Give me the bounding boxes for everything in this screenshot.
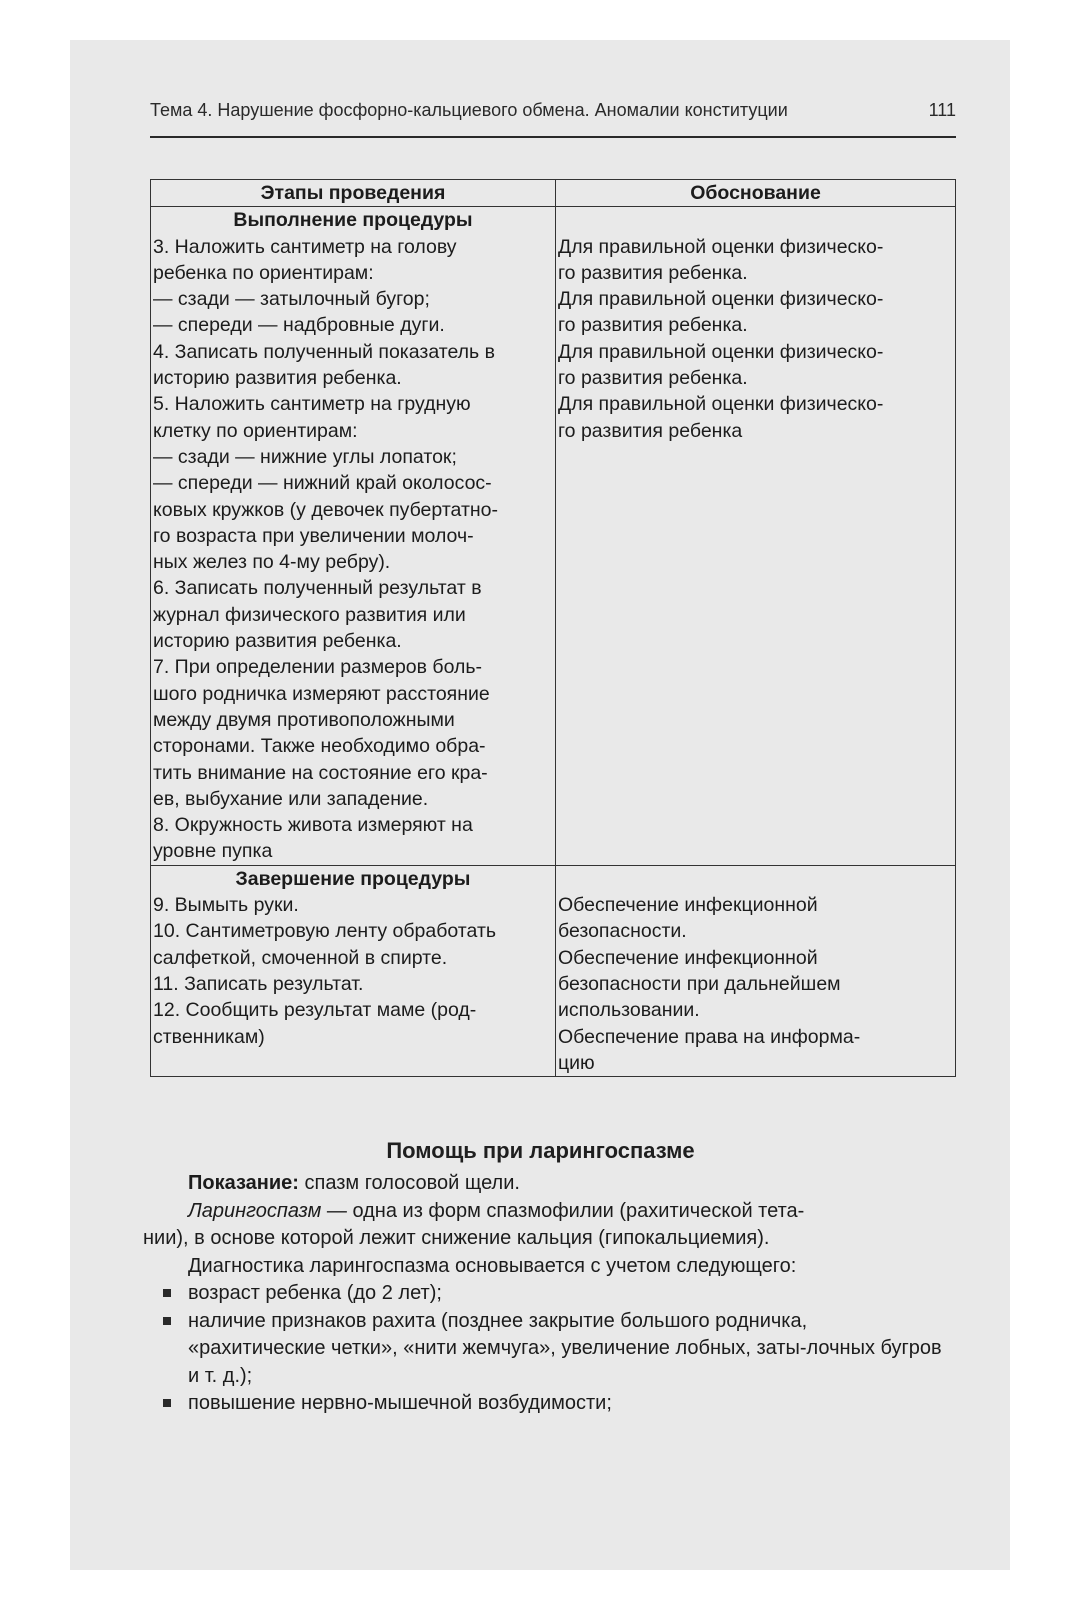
table-cell-line: цию (558, 1051, 595, 1074)
table-cell-line: 10. Сантиметровую ленту обработать (153, 920, 497, 943)
section-head-execution: Выполнение процедуры (233, 209, 473, 232)
empty-line (558, 866, 953, 892)
table-cell-line: Для правильной оценки физическо- (558, 340, 884, 363)
indication-paragraph (188, 1170, 948, 1198)
table-cell-line: ев, выбухание или западение. (153, 787, 429, 810)
table-cell-line: го развития ребенка (558, 419, 743, 442)
table-cell-line: Обеспечение инфекционной (558, 894, 818, 917)
bullet-icon (163, 1317, 171, 1325)
table-cell-line: историю развития ребенка. (153, 367, 402, 390)
table-cell-line: шого родничка измеряют расстояние (153, 682, 490, 705)
rationale-lines-completion (558, 892, 953, 1076)
table-cell-line: ных желез по 4-му ребру). (153, 551, 391, 574)
steps-cell-execution (151, 207, 556, 865)
steps-lines-completion (153, 892, 553, 1050)
section-title: Помощь при ларингоспазме (386, 1138, 695, 1163)
table-cell-line: сторонами. Также необходимо обра- (153, 735, 486, 758)
section-body (143, 1170, 948, 1418)
page-number: 111 (928, 100, 956, 120)
table-cell-line: ребенка по ориентирам: (153, 261, 374, 284)
rationale-cell-completion (556, 865, 956, 1076)
table-cell-line: Для правильной оценки физическо- (558, 288, 884, 311)
table-cell-line: уровне пупка (153, 840, 273, 863)
procedure-table (150, 179, 956, 1077)
table-cell-line: 5. Наложить сантиметр на грудную (153, 393, 471, 416)
empty-line (558, 207, 953, 233)
table-cell-line: 7. При определении размеров боль- (153, 656, 483, 679)
list-item (188, 1280, 948, 1308)
table-cell-line: журнал физического развития или (153, 603, 466, 626)
table-header-row (151, 180, 956, 207)
table-cell-line: ковых кружков (у девочек пубертатно- (153, 498, 498, 521)
indication-text: спазм голосовой щели. (298, 1172, 520, 1194)
diagnostics-list (188, 1280, 948, 1418)
rationale-cell-execution (556, 207, 956, 865)
table-cell-line: го возраста при увеличении молоч- (153, 524, 474, 547)
table-cell-line: — сзади — затылочный бугор; (153, 288, 430, 311)
rationale-lines-execution (558, 234, 953, 444)
bullet-icon (163, 1289, 171, 1297)
definition-term: Ларингоспазм (188, 1199, 322, 1222)
table-cell-line: безопасности. (558, 920, 687, 943)
table-cell-line: 8. Окружность живота измеряют на (153, 814, 473, 837)
list-item (188, 1308, 948, 1391)
table-row (151, 207, 956, 865)
table-cell-line: — спереди — надбровные дуги. (153, 314, 445, 337)
list-item-text: наличие признаков рахита (позднее закрытие большого родничка, «рахитические четки», «нити жемчуга», увеличение лобных, заты-лочных бугров и т. д.); (188, 1309, 942, 1387)
table-cell-line: Для правильной оценки физическо- (558, 393, 884, 416)
bullet-icon (163, 1399, 171, 1407)
table-cell-line: 6. Записать полученный результат в (153, 577, 482, 600)
column-header-rationale: Обоснование (556, 180, 956, 207)
table-cell-line: 11. Записать результат. (153, 972, 364, 995)
table-row (151, 865, 956, 1076)
steps-cell-completion (151, 865, 556, 1076)
table-cell-line: историю развития ребенка. (153, 630, 402, 653)
diagnostics-intro: Диагностика ларингоспазма основывается с учетом следующего: (188, 1254, 797, 1277)
indication-label: Показание: (188, 1172, 299, 1194)
table-cell-line: 9. Вымыть руки. (153, 894, 299, 917)
table-cell-line: Обеспечение инфекционной (558, 946, 818, 969)
table-cell-line: Для правильной оценки физическо- (558, 235, 884, 258)
list-item-text: повышение нервно-мышечной возбудимости; (188, 1392, 612, 1414)
table-cell-line: 4. Записать полученный показатель в (153, 340, 495, 363)
list-item (188, 1390, 948, 1418)
table-cell-line: ственникам) (153, 1025, 265, 1048)
steps-lines-execution (153, 234, 553, 865)
definition-line1: — одна из форм спазмофилии (рахитической тета- (321, 1199, 805, 1222)
table-cell-line: между двумя противоположными (153, 708, 455, 731)
running-header (150, 98, 956, 138)
table-cell-line: — сзади — нижние углы лопаток; (153, 445, 457, 468)
table-cell-line: безопасности при дальнейшем (558, 972, 841, 995)
column-header-steps: Этапы проведения (151, 180, 556, 207)
table-cell-line: тить внимание на состояние его кра- (153, 761, 488, 784)
table-cell-line: 3. Наложить сантиметр на голову (153, 235, 457, 258)
table-cell-line: — спереди — нижний край околосос- (153, 472, 492, 495)
table-cell-line: го развития ребенка. (558, 261, 748, 284)
definition-continuation: нии), в основе которой лежит снижение кальция (гипокальциемия). (143, 1227, 770, 1249)
table-cell-line: 12. Сообщить результат маме (род- (153, 999, 477, 1022)
table-cell-line: салфеткой, смоченной в спирте. (153, 946, 448, 969)
list-item-text: возраст ребенка (до 2 лет); (188, 1282, 442, 1304)
header-title: Тема 4. Нарушение фосфорно-кальциевого обмена. Аномалии конституции (150, 100, 788, 120)
section-head-completion: Завершение процедуры (235, 867, 471, 890)
table-cell-line: Обеспечение права на информа- (558, 1025, 861, 1048)
table-cell-line: го развития ребенка. (558, 367, 748, 390)
table-cell-line: клетку по ориентирам: (153, 419, 358, 442)
definition-paragraph (188, 1198, 948, 1226)
table-cell-line: использовании. (558, 999, 700, 1022)
table-cell-line: го развития ребенка. (558, 314, 748, 337)
